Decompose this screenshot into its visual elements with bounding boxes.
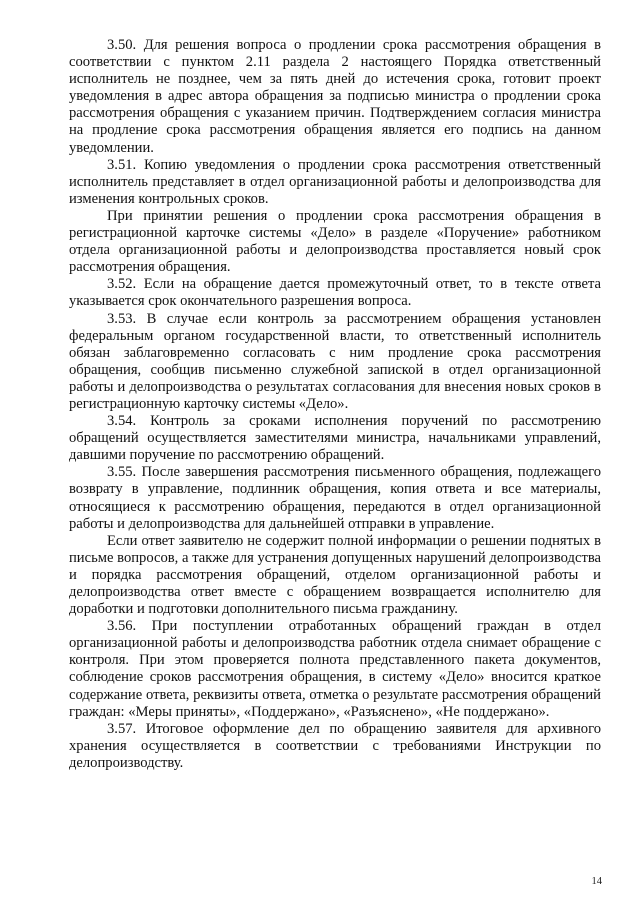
paragraph-3-53: 3.53. В случае если контроль за рассмотрением обращения установлен федеральным органом государственной власти, то ответственный исполнитель обязан заблаговременно согласовать с ним продление срока рассмотрения обращения, сообщив письменно служебной запиской в отдел организационной работы и делопроизводства о результатах согласования для внесения новых сроков в регистрационную карточку системы «Дело». bbox=[69, 310, 601, 412]
paragraph-3-50: 3.50. Для решения вопроса о продлении срока рассмотрения обращения в соответствии с пунктом 2.11 раздела 2 настоящего Порядка ответственный исполнитель не позднее, чем за пять дней до истечения срока, готовит проект уведомления в адрес автора обращения за подписью министра о продлении срока рассмотрения обращения с указанием причин. Подтверждением согласия министра на продление срока рассмотрения обращения является его подпись на данном уведомлении. bbox=[69, 37, 601, 156]
paragraph-3-55: 3.55. После завершения рассмотрения письменного обращения, подлежащего возврату в управление, подлинник обращения, копия ответа и все материалы, относящиеся к рассмотрению обращения, передаются в отдел организационной работы и делопроизводства для дальнейшей отправки в управление. bbox=[69, 464, 601, 532]
paragraph-3-55-continued: Если ответ заявителю не содержит полной информации о решении поднятых в письме вопросов, а также для устранения допущенных нарушений делопроизводства и порядка рассмотрения обращений, отделом организационной работы и делопроизводства ответ вместе с обращением возвращается исполнителю для доработки и подготовки дополнительного письма гражданину. bbox=[69, 532, 601, 618]
page-number: 14 bbox=[591, 876, 602, 887]
paragraph-3-51-continued: При принятии решения о продлении срока рассмотрения обращения в регистрационной карточке системы «Дело» в разделе «Поручение» работником отдела организационной работы и делопроизводства проставляется новый срок рассмотрения обращения. bbox=[69, 207, 601, 276]
document-body bbox=[69, 37, 601, 772]
paragraph-3-51: 3.51. Копию уведомления о продлении срока рассмотрения ответственный исполнитель представляет в отдел организационной работы и делопроизводства для изменения контрольных сроков. bbox=[69, 156, 601, 207]
paragraph-3-57: 3.57. Итоговое оформление дел по обращению заявителя для архивного хранения осуществляется в соответствии с требованиями Инструкции по делопроизводству. bbox=[69, 720, 601, 771]
paragraph-3-52: 3.52. Если на обращение дается промежуточный ответ, то в тексте ответа указывается срок окончательного разрешения вопроса. bbox=[69, 276, 601, 310]
paragraph-3-54: 3.54. Контроль за сроками исполнения поручений по рассмотрению обращений осуществляется заместителями министра, начальниками управлений, давшими поручение по рассмотрению обращений. bbox=[69, 413, 601, 464]
paragraph-3-56: 3.56. При поступлении отработанных обращений граждан в отдел организационной работы и делопроизводства работник отдела снимает обращение с контроля. При этом проверяется полнота представленного пакета документов, соблюдение сроков рассмотрения обращения, в систему «Дело» вносится краткое содержание ответа, реквизиты ответа, отметка о результате рассмотрения обращений граждан: «Меры приняты», «Поддержано», «Разъяснено», «Не поддержано». bbox=[69, 618, 601, 720]
